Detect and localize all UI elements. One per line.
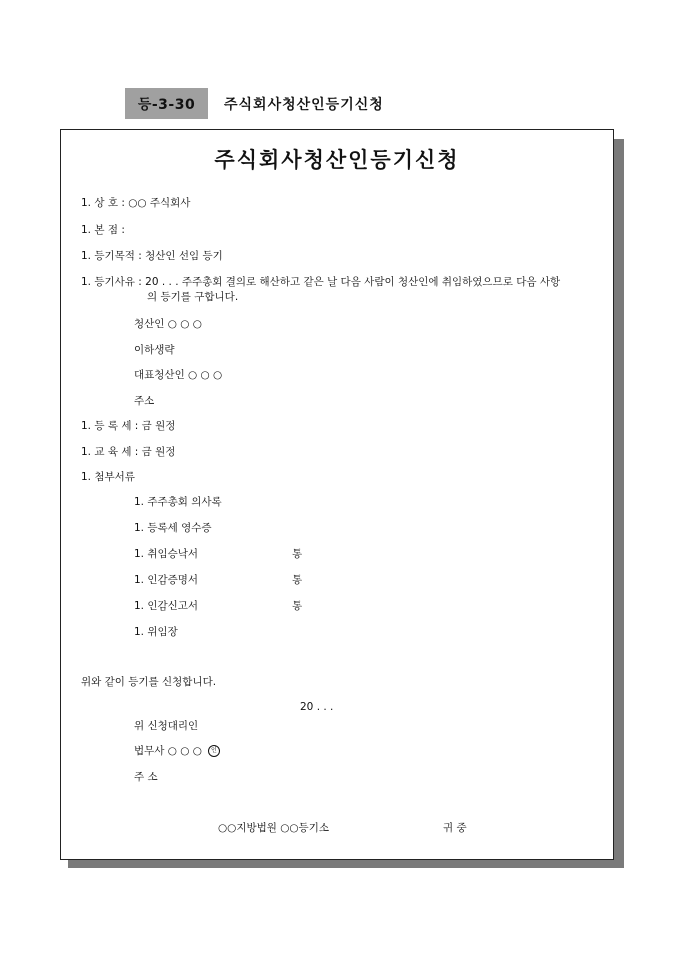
liquidator-name-line: 청산인 ○ ○ ○ xyxy=(134,318,202,330)
attachment-count: 통 xyxy=(292,600,303,612)
judicial-scrivener-line xyxy=(134,744,220,758)
registration-tax-line: 1. 등 록 세 : 금 원정 xyxy=(81,420,176,432)
trade-name-line: 1. 상 호 : ○○ 주식회사 xyxy=(81,197,191,209)
attachment-item: 1. 등록세 영수증 xyxy=(134,522,212,534)
registration-reason-line-2: 의 등기를 구합니다. xyxy=(147,291,239,303)
agent-label: 위 신청대리인 xyxy=(134,720,199,732)
application-date: 20 . . . xyxy=(300,701,334,713)
registration-reason-line-1: 1. 등기사유 : 20 . . . 주주총회 결의로 해산하고 같은 날 다음 사람이 청산인에 취임하였으므로 다음 사항 xyxy=(81,276,561,288)
attachment-count: 통 xyxy=(292,548,303,560)
attachment-item: 1. 인감증명서 xyxy=(134,574,199,586)
representative-liquidator-line: 대표청산인 ○ ○ ○ xyxy=(134,369,223,381)
application-statement: 위와 같이 등기를 신청합니다. xyxy=(81,676,217,688)
form-header-title: 주식회사청산인등기신청 xyxy=(224,96,384,113)
form-header xyxy=(125,88,384,119)
judicial-scrivener-name: 법무사 ○ ○ ○ xyxy=(134,745,202,757)
attachments-heading: 1. 첨부서류 xyxy=(81,471,135,483)
education-tax-line: 1. 교 육 세 : 금 원정 xyxy=(81,446,176,458)
document-title: 주식회사청산인등기신청 xyxy=(214,148,460,172)
court-registry-office: ○○지방법원 ○○등기소 xyxy=(218,822,329,834)
attachment-item: 1. 인감신고서 xyxy=(134,600,199,612)
liquidator-address-line: 주소 xyxy=(134,395,155,407)
attachment-item: 1. 위임장 xyxy=(134,626,178,638)
application-document xyxy=(60,129,614,860)
registration-purpose-line: 1. 등기목적 : 청산인 선임 등기 xyxy=(81,250,223,262)
head-office-line: 1. 본 점 : xyxy=(81,224,125,236)
seal-mark: 인 xyxy=(208,745,220,757)
form-code-badge: 등-3-30 xyxy=(125,88,208,119)
omitted-line: 이하생략 xyxy=(134,344,175,356)
attachment-count: 통 xyxy=(292,574,303,586)
attachment-item: 1. 취임승낙서 xyxy=(134,548,199,560)
recipient-honorific: 귀 중 xyxy=(443,822,467,834)
attachment-item: 1. 주주총회 의사록 xyxy=(134,496,222,508)
agent-address-line: 주 소 xyxy=(134,771,158,783)
